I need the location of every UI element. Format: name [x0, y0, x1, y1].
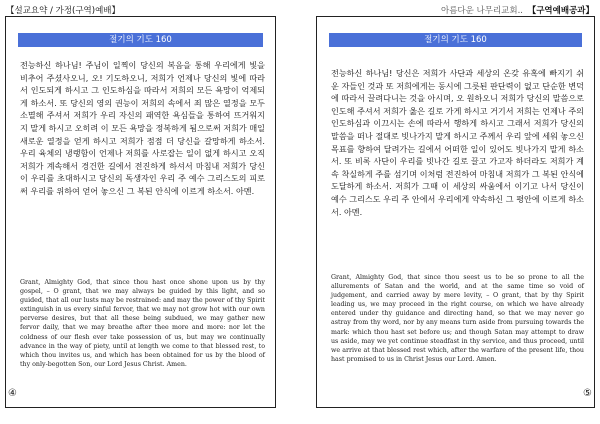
korean-prayer-text: 전능하신 하나님! 주님이 일찍이 당신의 복음을 통해 우리에게 빛을 비추어 주셨사오니, 오! 기도하오니, 저희가 언제나 당신의 빛에 따라서 인도되게 하시고 그 인도하심을 따라서 저희의 모든 욕망이 억제되게 하소서. 또 당신의 영의 권능이 저희의 속에서 죄 많은 열정을 모두 소멸해 주셔서 저희가 우리 자신의 패역한 욕심들을 통하여 뜨거워지지 말게 하시고 오히려 이 모든 욕망을 정복하게 됨으로써 저희가 매일 새로운 열정을 얻게 하시고 저희가 점점 더 당신을 갈망하게 하소서. 우리 육체의 냉랭함이 언제나 저희를 사로잡는 일이 없게 하시고 오직 저희가 계속해서 경건한 길에서 전진하게 하셔서 마침내 저희가 당신이 우리를 초대하시고 당신의 독생자인 우리 주 예수 그리스도의 피로써 우리를 위하여 얻어 놓으신 그 복된 안식에 이르게 하소서. 아멘. — [20, 60, 265, 196]
page-right — [316, 16, 595, 408]
header-right-label: 【구역예배공과】 — [527, 6, 594, 16]
page-number: ⑤ — [583, 388, 592, 399]
korean-prayer-text: 전능하신 하나님! 당신은 저희가 사단과 세상의 온갖 유혹에 빠지기 쉬운 자들인 것과 또 저희에게는 동시에 그릇된 판단력이 없고 단순한 변덕에 따라서 끌려다니는 것을 아시며, 오 원하오니 저희가 당신의 말씀으로 인도해 주셔서 저희가 옳은 길로 가게 하시고 거기서 저희는 언제나 주의 인도하심과 이끄시는 손에 따라서 행하게 하시고 그래서 저희가 당신의 말씀을 떠나 절대로 빗나가지 말게 하시고 주께서 우리 앞에 세워 놓으신 목표를 향하여 달려가는 길에서 어떠한 일이 있어도 빗나가지 말게 하소서. 또 비록 사단이 우리를 빗나간 길로 끌고 가고자 하더라도 저희가 계속 착실하게 주를 섬기며 이처럼 전진하여 마침내 저희가 그 복된 안식에 도달하게 하소서. 저희가 그때 이 세상의 싸움에서 이기고 나서 당신이 예수 그리스도 우리 주 안에서 우리에게 약속하신 그 평안에 이르게 하소서. 아멘. — [331, 68, 584, 217]
page-left — [5, 16, 276, 408]
prayer-title: 절기의 기도 160 — [18, 33, 263, 47]
english-prayer-text: Grant, Almighty God, that since thou seest us to be so prone to all the allurements of Satan and the world, and at the same time so void of judgement, and carried away by mere levity, – O grant, that by thy Spirit leading us, we may proceed in the right course, on which we have already entered under thy guidance and directing hand, so that we may never go astray from thy word, nor by any means turn aside from pursuing towards the mark: which thou hast set before us; and though Satan may attempt to draw us aside, may we yet continue steadfast in thy service, and thus proceed, until we arrive at that blessed rest which, after the warfare of the present life, thou hast promised to us in Christ Jesus our Lord. Amen. — [331, 274, 584, 363]
page-number: ④ — [8, 388, 17, 399]
header-left-label: 【설교요약 / 가정(구역)예배】 — [6, 6, 121, 16]
header-site-name: 아름다운 나무리교회.. — [441, 6, 524, 16]
prayer-title: 절기의 기도 160 — [329, 33, 582, 47]
header-right — [441, 4, 594, 16]
english-prayer-text: Grant, Almighty God, that since thou hast once shone upon us by thy gospel, – O grant, that we may always be guided by this light, and so guided, that all our lusts may be restrained: and may the power of thy Spirit extinguish in us every sinful fervor, that we may not grow hot with our own perverse desires, but that all these being subdued, we may gather new fervor daily, that we may breathe after thee more and more: nor let the coldness of our flesh ever take possession of us, but may we continually advance in the way of piety, until at length we come to that blessed rest, to which thou invites us, and which has been obtained for us by the blood of thy only-begotten Son, our Lord Jesus Christ. Amen. — [20, 279, 265, 368]
